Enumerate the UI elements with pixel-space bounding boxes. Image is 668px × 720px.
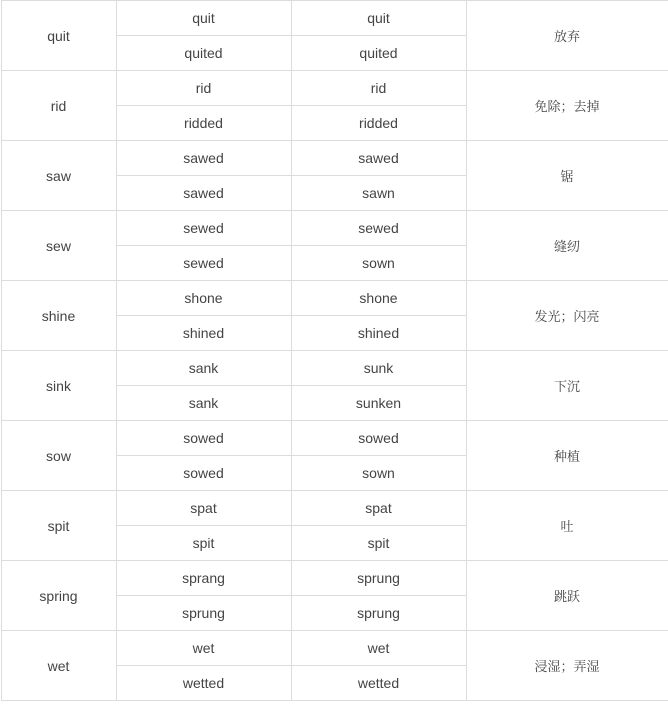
base-form-cell: spit xyxy=(1,491,116,561)
base-form-cell: quit xyxy=(1,1,116,71)
past-tense-cell: wetted xyxy=(116,666,291,701)
past-participle-cell: sunk xyxy=(291,351,466,386)
past-participle-cell: sprung xyxy=(291,596,466,631)
irregular-verbs-table xyxy=(1,0,668,701)
past-participle-cell: spit xyxy=(291,526,466,561)
past-participle-cell: shone xyxy=(291,281,466,316)
table-row xyxy=(1,491,668,526)
past-tense-cell: sprang xyxy=(116,561,291,596)
table-row xyxy=(1,71,668,106)
meaning-cell: 放弃 xyxy=(466,1,668,71)
past-tense-cell: sowed xyxy=(116,421,291,456)
meaning-cell: 浸湿；弄湿 xyxy=(466,631,668,701)
base-form-cell: sow xyxy=(1,421,116,491)
base-form-cell: rid xyxy=(1,71,116,141)
past-tense-cell: spit xyxy=(116,526,291,561)
table-row xyxy=(1,631,668,666)
past-participle-cell: sewed xyxy=(291,211,466,246)
table-row xyxy=(1,351,668,386)
meaning-cell: 跳跃 xyxy=(466,561,668,631)
past-tense-cell: shined xyxy=(116,316,291,351)
meaning-cell: 缝纫 xyxy=(466,211,668,281)
meaning-cell: 锯 xyxy=(466,141,668,211)
past-participle-cell: wet xyxy=(291,631,466,666)
past-participle-cell: wetted xyxy=(291,666,466,701)
past-participle-cell: sprung xyxy=(291,561,466,596)
meaning-cell: 吐 xyxy=(466,491,668,561)
base-form-cell: spring xyxy=(1,561,116,631)
meaning-cell: 下沉 xyxy=(466,351,668,421)
past-tense-cell: quit xyxy=(116,1,291,36)
base-form-cell: saw xyxy=(1,141,116,211)
past-tense-cell: sawed xyxy=(116,141,291,176)
past-participle-cell: sawed xyxy=(291,141,466,176)
base-form-cell: sink xyxy=(1,351,116,421)
past-tense-cell: sprung xyxy=(116,596,291,631)
past-participle-cell: quited xyxy=(291,36,466,71)
table-row xyxy=(1,281,668,316)
table-row xyxy=(1,141,668,176)
base-form-cell: sew xyxy=(1,211,116,281)
past-tense-cell: spat xyxy=(116,491,291,526)
table-row xyxy=(1,1,668,36)
past-participle-cell: shined xyxy=(291,316,466,351)
table-row xyxy=(1,211,668,246)
past-participle-cell: sunken xyxy=(291,386,466,421)
past-participle-cell: rid xyxy=(291,71,466,106)
past-tense-cell: sewed xyxy=(116,211,291,246)
past-tense-cell: rid xyxy=(116,71,291,106)
past-tense-cell: quited xyxy=(116,36,291,71)
past-participle-cell: sowed xyxy=(291,421,466,456)
table-row xyxy=(1,561,668,596)
past-participle-cell: quit xyxy=(291,1,466,36)
past-tense-cell: sowed xyxy=(116,456,291,491)
past-tense-cell: sank xyxy=(116,351,291,386)
past-tense-cell: sank xyxy=(116,386,291,421)
past-tense-cell: sawed xyxy=(116,176,291,211)
past-participle-cell: ridded xyxy=(291,106,466,141)
meaning-cell: 免除；去掉 xyxy=(466,71,668,141)
table-row xyxy=(1,421,668,456)
past-participle-cell: sawn xyxy=(291,176,466,211)
past-participle-cell: spat xyxy=(291,491,466,526)
past-tense-cell: wet xyxy=(116,631,291,666)
meaning-cell: 种植 xyxy=(466,421,668,491)
base-form-cell: wet xyxy=(1,631,116,701)
meaning-cell: 发光；闪亮 xyxy=(466,281,668,351)
past-participle-cell: sown xyxy=(291,246,466,281)
base-form-cell: shine xyxy=(1,281,116,351)
verb-table-body xyxy=(1,1,668,701)
past-tense-cell: shone xyxy=(116,281,291,316)
past-tense-cell: sewed xyxy=(116,246,291,281)
past-participle-cell: sown xyxy=(291,456,466,491)
past-tense-cell: ridded xyxy=(116,106,291,141)
